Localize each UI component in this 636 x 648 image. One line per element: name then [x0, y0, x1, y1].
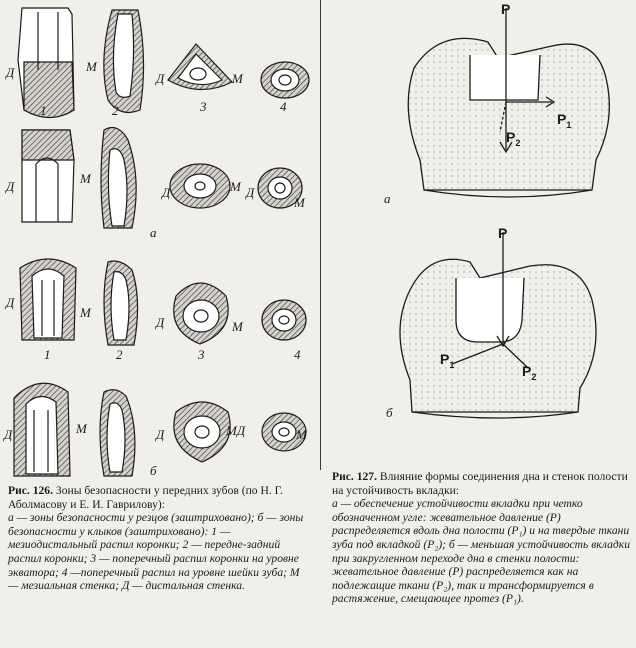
label-p1-b: $P_1$ — [440, 351, 455, 370]
label-d-r1: Д — [6, 65, 15, 80]
label-d-r2: Д — [6, 179, 15, 194]
label-m-r2: М — [80, 171, 91, 186]
row1-tooth3 — [168, 44, 232, 90]
label-num1-r1: 1 — [40, 103, 47, 118]
row4-tooth1 — [14, 383, 70, 476]
row1-tooth2 — [104, 10, 144, 112]
label-d-r1-3: Д — [156, 71, 165, 86]
fig127-caption-title: Влияние формы соединения дна и стенок полости на устойчивость вкладки: — [332, 470, 628, 497]
label-m-r3-3: М — [232, 319, 243, 334]
label-m-r4: М — [76, 421, 87, 436]
label-d-r4: Д — [4, 427, 13, 442]
label-p-a: P — [501, 1, 511, 17]
label-num2-r1: 2 — [112, 103, 119, 118]
row3-tooth1 — [20, 259, 76, 340]
label-m-r1: М — [86, 59, 97, 74]
row3-tooth4 — [262, 300, 306, 340]
fig127b-tooth — [400, 232, 596, 418]
label-m-r2-4: М — [294, 195, 305, 210]
label-p2-b: $P_2$ — [522, 363, 537, 382]
row3-tooth3 — [174, 283, 228, 344]
label-m-r2-3: М — [230, 179, 241, 194]
label-num4-r3: 4 — [294, 347, 301, 362]
row4-tooth2 — [100, 390, 135, 476]
label-m-r4-4: М — [296, 427, 307, 442]
label-d-r4-3: Д — [156, 427, 165, 442]
label-md-r4: МД — [226, 423, 246, 438]
label-b-fig127: б — [386, 405, 393, 420]
row2-tooth1 — [22, 130, 74, 222]
row3-tooth2 — [104, 261, 138, 345]
label-p2-a: $P_2$ — [506, 129, 521, 148]
fig126-caption-body: а — зоны безопасности у резцов (заштриховано); б — зоны безопасности у клыков (заштриховано): 1 — мезиодистальный распил коронки; 2 — передне-задний распил коронки; 3 — поперечный распил коронки на уровне экватора; 4 —поперечный распил на уровне шейки зуба; М — мезиальная стенка; Д — дистальная стенка. — [8, 511, 304, 593]
fig127a-tooth — [408, 8, 609, 197]
fig127-caption-body: а — обеспечение устойчивости вкладки при четко обозначенном угле: жевательное давление (P) распределяется вдоль дна полости (P₁) и на твердые ткани зуба под вкладкой (P₂); б — меньшая устойчивость вкладки при закругленном переходе дна в стенки полости: жевательное давление (P) распределяется как на подлежащие ткани (P₂), так и трансформируется в растяжение, смещающее протез (P₁). — [332, 497, 631, 606]
label-num3-r3: 3 — [198, 347, 205, 362]
fig127-caption — [332, 470, 630, 606]
row1-tooth1 — [18, 8, 74, 118]
fig127-caption-prefix: Рис. 127. — [332, 470, 377, 483]
row1-tooth4 — [261, 62, 309, 98]
fig126-caption-prefix: Рис. 126. — [8, 484, 53, 497]
label-a-fig127: а — [384, 191, 391, 206]
label-a-fig126: а — [150, 225, 157, 240]
label-d-r3: Д — [6, 295, 15, 310]
label-m-r3: М — [80, 305, 91, 320]
label-p1-a: $P_1$ — [557, 111, 572, 130]
label-num1-r3: 1 — [44, 347, 51, 362]
row2-tooth2 — [101, 128, 136, 228]
fig126-caption — [8, 484, 308, 593]
label-p-b: P — [498, 225, 508, 241]
figure-divider — [320, 0, 321, 470]
label-d-r2-3: Д — [162, 185, 171, 200]
label-b-fig126: б — [150, 463, 157, 478]
fig127-drawings — [400, 8, 609, 418]
fig126-caption-title: Зоны безопасности у передних зубов (по Н. Г. Аболмасову и Е. И. Гаврилову): — [8, 484, 283, 511]
label-d-r3-3: Д — [156, 315, 165, 330]
row4-tooth3 — [174, 402, 230, 462]
label-num3-r1: 3 — [200, 99, 207, 114]
label-m-r1-3: М — [232, 71, 243, 86]
row2-tooth3 — [170, 164, 230, 208]
label-num2-r3: 2 — [116, 347, 123, 362]
label-d-r2-4: Д — [246, 185, 255, 200]
label-num4-r1: 4 — [280, 99, 287, 114]
